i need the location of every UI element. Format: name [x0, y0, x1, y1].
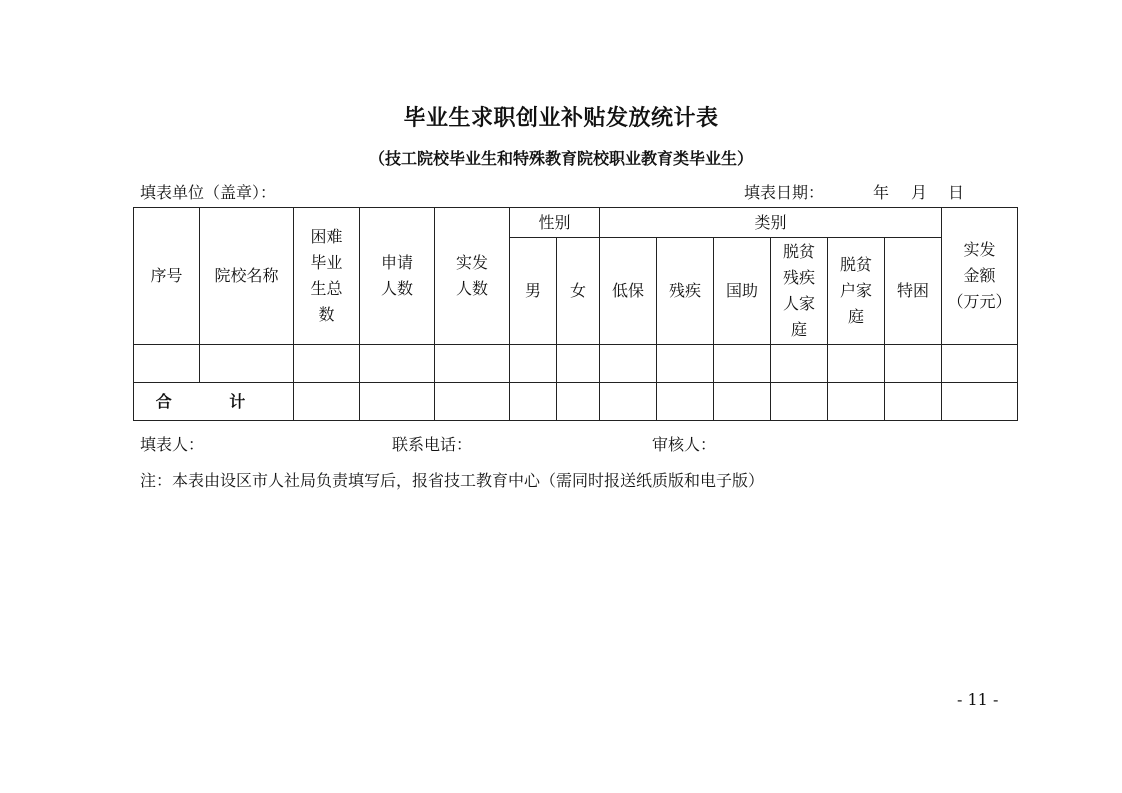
- header-special-hardship: 特困: [885, 238, 942, 345]
- fill-date-label: 填表日期：: [744, 183, 825, 202]
- phone-label: 联系电话：: [392, 435, 473, 454]
- header-applicants: 申请 人数: [360, 208, 435, 345]
- reviewer-label: 审核人：: [652, 435, 717, 454]
- header-gender: 性别: [510, 208, 600, 238]
- header-issued-count: 实发 人数: [435, 208, 510, 345]
- header-issued-amount: 实发 金额 （万元）: [942, 208, 1018, 345]
- stats-table: [133, 207, 1018, 421]
- total-label: 合 计: [134, 383, 294, 421]
- header-category: 类别: [600, 208, 942, 238]
- page-number: - 11 -: [957, 690, 999, 709]
- header-school-name: 院校名称: [200, 208, 294, 345]
- total-row: [134, 383, 1018, 421]
- header-female: 女: [557, 238, 600, 345]
- header-male: 男: [510, 238, 557, 345]
- header-national-aid: 国助: [714, 238, 771, 345]
- header-disabled: 残疾: [657, 238, 714, 345]
- fill-date-day: 日: [948, 183, 965, 202]
- header-dibao: 低保: [600, 238, 657, 345]
- page-title: 毕业生求职创业补贴发放统计表: [403, 106, 719, 131]
- header-needy-grads: 困难 毕业 生总 数: [294, 208, 360, 345]
- filler-label: 填表人：: [140, 435, 205, 454]
- table-row: [134, 345, 1018, 383]
- fill-unit-label: 填表单位（盖章）：: [140, 183, 277, 202]
- header-poor-disabled-family: 脱贫 残疾 人家 庭: [771, 238, 828, 345]
- header-seq: 序号: [134, 208, 200, 345]
- page-subtitle: （技工院校毕业生和特殊教育院校职业教育类毕业生）: [368, 149, 753, 168]
- fill-date-year: 年: [873, 183, 890, 202]
- note-text: 注：本表由设区市人社局负责填写后，报省技工教育中心（需同时报送纸质版和电子版）: [140, 471, 765, 490]
- header-poor-household: 脱贫 户家 庭: [828, 238, 885, 345]
- fill-date-month: 月: [911, 183, 928, 202]
